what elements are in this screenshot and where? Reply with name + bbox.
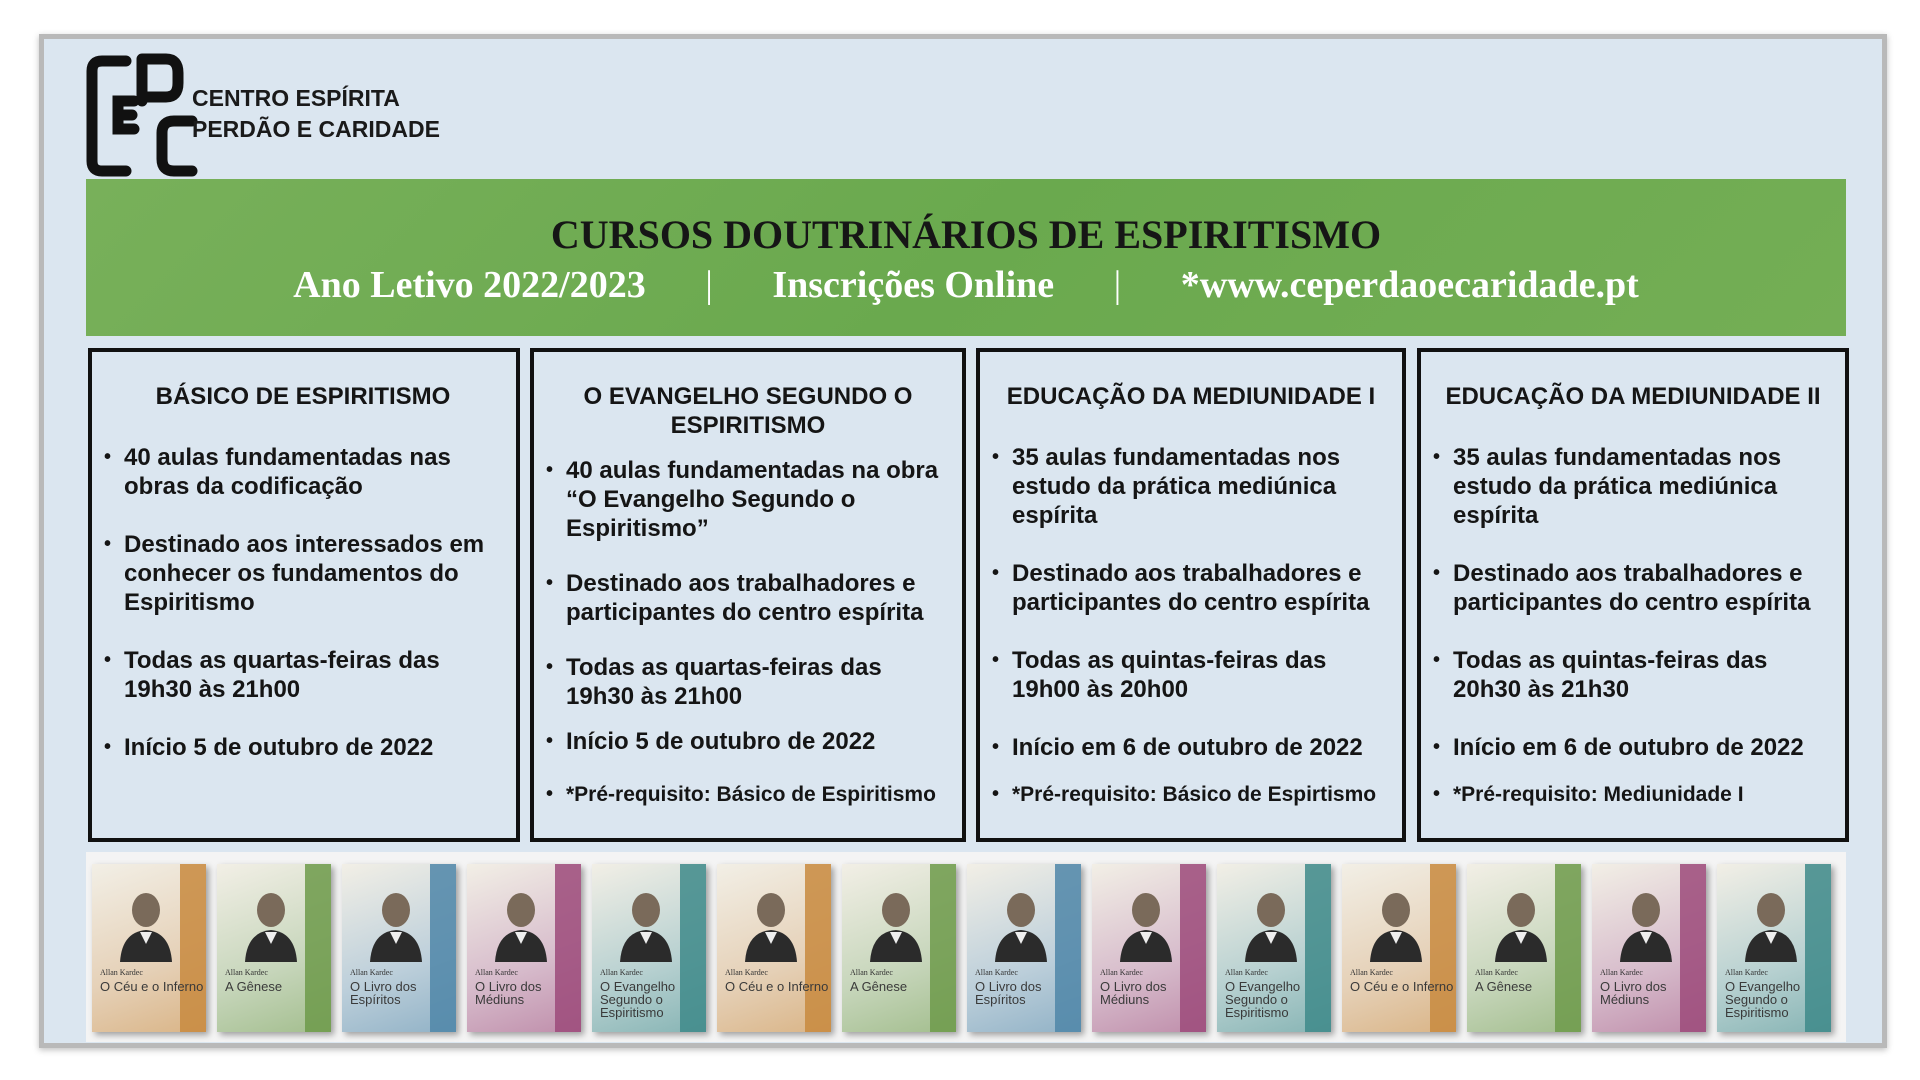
book-color-band [1180, 864, 1206, 1032]
banner-title: CURSOS DOUTRINÁRIOS DE ESPIRITISMO [550, 212, 1382, 257]
course-item: • 35 aulas fundamentadas nos estudo da prática mediúnica espírita [988, 443, 1394, 530]
course-item: • Todas as quintas-feiras das 20h30 às 21h30 [1429, 646, 1837, 704]
book-cover [967, 864, 1081, 1032]
school-year: Ano Letivo 2022/2023 [293, 264, 646, 306]
website-link[interactable]: *www.ceperdaoecaridade.pt [1180, 264, 1639, 306]
book-strip [86, 852, 1846, 1042]
book-color-band [555, 864, 581, 1032]
book-cover [467, 864, 581, 1032]
course-item: • *Pré-requisito: Básico de Espirtismo [988, 780, 1394, 809]
book-title: O Evangelho Segundo o Espiritismo [1225, 979, 1301, 1020]
book-cover [1592, 864, 1706, 1032]
org-name-line1: CENTRO ESPÍRITA [192, 85, 400, 111]
book-author: Allan Kardec [1100, 968, 1143, 977]
course-title: EDUCAÇÃO DA MEDIUNIDADE I [1006, 383, 1376, 410]
book-author: Allan Kardec [350, 968, 393, 977]
portrait-icon [1114, 882, 1178, 962]
course-title: O EVANGELHO SEGUNDO O ESPIRITISMO [583, 383, 913, 439]
book-color-band [1680, 864, 1706, 1032]
course-item: • Início 5 de outubro de 2022 [100, 733, 506, 762]
book-color-band [1555, 864, 1581, 1032]
book-author: Allan Kardec [975, 968, 1018, 977]
book-author: Allan Kardec [1725, 968, 1768, 977]
book-color-band [930, 864, 956, 1032]
book-color-band [180, 864, 206, 1032]
book-color-band [1430, 864, 1456, 1032]
book-title: O Céu e o Inferno [725, 979, 829, 994]
portrait-icon [1239, 882, 1303, 962]
course-item: • Destinado aos trabalhadores e participantes do centro espírita [542, 569, 954, 627]
course-item: • Início 5 de outubro de 2022 [542, 727, 954, 756]
course-item: • 40 aulas fundamentadas nas obras da codificação [100, 443, 506, 501]
book-title: O Evangelho Segundo o Espiritismo [1725, 979, 1801, 1020]
book-title: O Céu e o Inferno [100, 979, 204, 994]
book-title: O Céu e o Inferno [1350, 979, 1454, 994]
book-author: Allan Kardec [600, 968, 643, 977]
book-cover [842, 864, 956, 1032]
course-item: • Destinado aos interessados em conhecer os fundamentos do Espiritismo [100, 530, 506, 617]
book-cover [717, 864, 831, 1032]
book-cover [1467, 864, 1581, 1032]
book-cover [1717, 864, 1831, 1032]
book-cover [1342, 864, 1456, 1032]
course-item: • 35 aulas fundamentadas nos estudo da prática mediúnica espírita [1429, 443, 1837, 530]
course-card-mediunidade-2 [1417, 348, 1849, 842]
book-title: O Livro dos Médiuns [475, 979, 542, 1007]
book-cover [342, 864, 456, 1032]
book-title: O Livro dos Médiuns [1100, 979, 1167, 1007]
course-item: • Destinado aos trabalhadores e participantes do centro espírita [988, 559, 1394, 617]
portrait-icon [239, 882, 303, 962]
book-color-band [430, 864, 456, 1032]
book-author: Allan Kardec [1225, 968, 1268, 977]
separator: | [1113, 264, 1122, 306]
book-title: O Livro dos Espíritos [350, 979, 417, 1007]
book-author: Allan Kardec [850, 968, 893, 977]
book-author: Allan Kardec [475, 968, 518, 977]
course-item: • *Pré-requisito: Mediunidade I [1429, 780, 1837, 809]
book-title: A Gênese [225, 979, 283, 994]
portrait-icon [1739, 882, 1803, 962]
book-author: Allan Kardec [225, 968, 268, 977]
course-title: BÁSICO DE ESPIRITISMO [155, 383, 451, 410]
course-title: EDUCAÇÃO DA MEDIUNIDADE II [1445, 383, 1821, 410]
book-title: A Gênese [1475, 979, 1533, 994]
portrait-icon [864, 882, 928, 962]
portrait-icon [614, 882, 678, 962]
course-card-basico [88, 348, 520, 842]
book-cover [92, 864, 206, 1032]
book-color-band [305, 864, 331, 1032]
portrait-icon [114, 882, 178, 962]
book-author: Allan Kardec [1475, 968, 1518, 977]
separator: | [705, 264, 713, 306]
cepc-logo [82, 51, 210, 179]
book-author: Allan Kardec [1350, 968, 1393, 977]
course-item: • Todas as quartas-feiras das 19h30 às 21h00 [100, 646, 506, 704]
course-card-mediunidade-1 [976, 348, 1406, 842]
portrait-icon [739, 882, 803, 962]
course-card-evangelho [530, 348, 966, 842]
course-item: • Todas as quintas-feiras das 19h00 às 20h00 [988, 646, 1394, 704]
portrait-icon [1489, 882, 1553, 962]
book-title: A Gênese [850, 979, 908, 994]
book-author: Allan Kardec [725, 968, 768, 977]
course-item: • *Pré-requisito: Básico de Espiritismo [542, 780, 954, 809]
portrait-icon [1614, 882, 1678, 962]
book-color-band [1055, 864, 1081, 1032]
book-author: Allan Kardec [1600, 968, 1643, 977]
course-item: • Todas as quartas-feiras das 19h30 às 21h00 [542, 653, 954, 711]
course-item: • Início em 6 de outubro de 2022 [988, 733, 1394, 762]
book-color-band [805, 864, 831, 1032]
book-cover [592, 864, 706, 1032]
book-title: O Livro dos Médiuns [1600, 979, 1667, 1007]
portrait-icon [1364, 882, 1428, 962]
online-enrolment: Inscrições Online [772, 264, 1055, 306]
poster [39, 34, 1887, 1048]
banner-subtitle [86, 263, 1846, 307]
book-title: O Livro dos Espíritos [975, 979, 1042, 1007]
book-cover [1092, 864, 1206, 1032]
course-item: • Destinado aos trabalhadores e participantes do centro espírita [1429, 559, 1837, 617]
book-cover [1217, 864, 1331, 1032]
portrait-icon [364, 882, 428, 962]
org-name-line2: PERDÃO E CARIDADE [192, 116, 440, 142]
book-title: O Evangelho Segundo o Espiritismo [600, 979, 676, 1020]
portrait-icon [989, 882, 1053, 962]
book-author: Allan Kardec [100, 968, 143, 977]
portrait-icon [489, 882, 553, 962]
book-cover [217, 864, 331, 1032]
course-item: • Início em 6 de outubro de 2022 [1429, 733, 1837, 762]
course-item: • 40 aulas fundamentadas na obra “O Evangelho Segundo o Espiritismo” [542, 456, 954, 543]
header-banner [86, 179, 1846, 336]
org-name [192, 83, 440, 145]
